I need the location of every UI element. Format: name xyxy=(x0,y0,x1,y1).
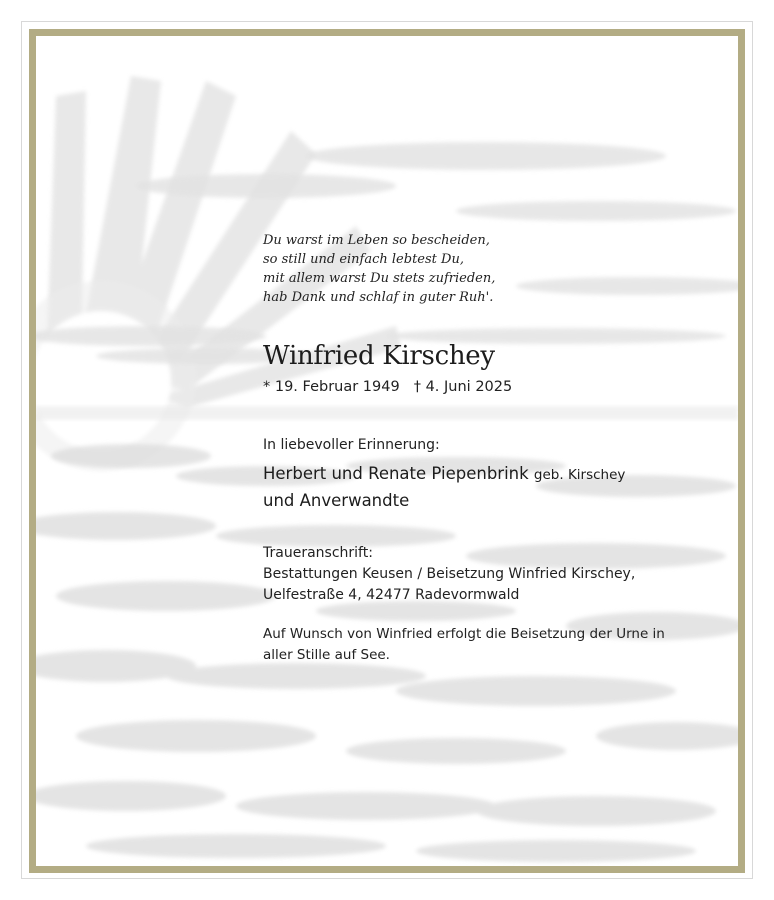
poem-line: mit allem warst Du stets zufrieden, xyxy=(263,271,496,286)
poem-line: hab Dank und schlaf in guter Ruh'. xyxy=(263,290,494,305)
deceased-name: Winfried Kirschey xyxy=(263,341,495,371)
address-line: Bestattungen Keusen / Beisetzung Winfried Kirschey, xyxy=(263,566,636,582)
poem xyxy=(263,231,495,307)
burial-notice: Auf Wunsch von Winfried erfolgt die Beisetzung der Urne in aller Stille auf See. xyxy=(263,626,665,663)
sun xyxy=(36,281,196,471)
address-line: Uelfestraße 4, 42477 Radevormwald xyxy=(263,587,520,603)
maiden-name: geb. Kirschey xyxy=(533,467,626,483)
poem-line: Du warst im Leben so bescheiden, xyxy=(263,233,490,248)
obituary-card xyxy=(29,29,745,873)
poem-line: so still und einfach lebtest Du, xyxy=(263,252,464,267)
horizon xyxy=(36,406,738,420)
address-label: Traueranschrift: xyxy=(263,545,373,561)
relatives: und Anverwandte xyxy=(263,491,410,510)
death-date: † 4. Juni 2025 xyxy=(413,379,513,395)
mourning-address xyxy=(263,543,635,606)
mourners xyxy=(263,461,625,514)
birth-date: * 19. Februar 1949 xyxy=(263,379,400,395)
memory-intro: In liebevoller Erinnerung: xyxy=(263,437,440,453)
mourner-names: Herbert und Renate Piepenbrink xyxy=(263,464,529,483)
life-dates xyxy=(263,377,512,397)
